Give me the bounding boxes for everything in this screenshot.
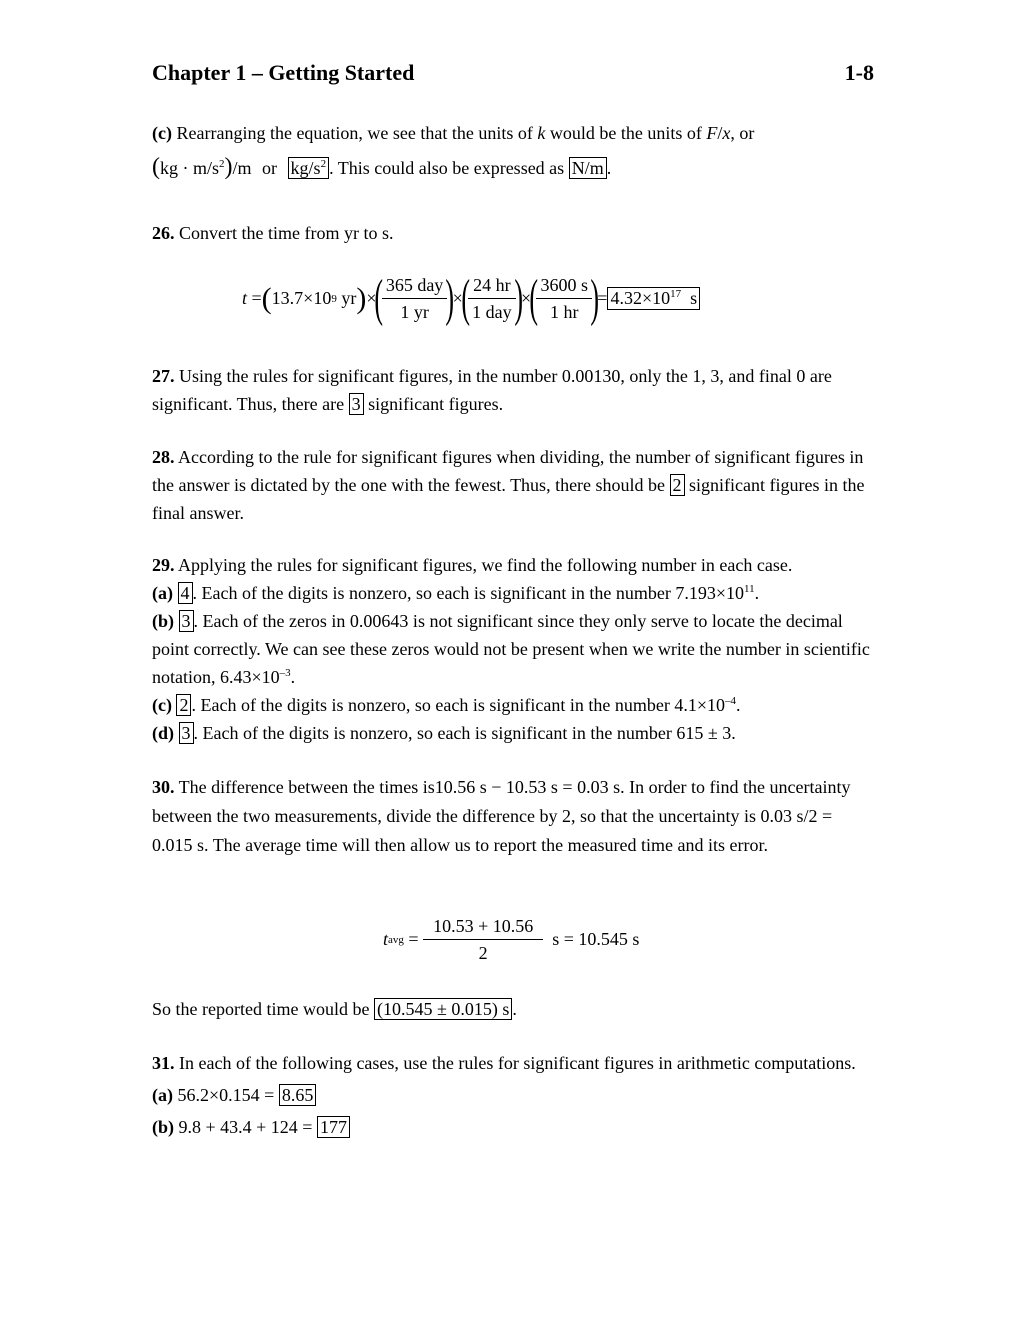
conversion-factor: $\frac{3600 s}{1 hr}$ (536, 272, 592, 325)
problem-28: 28. According to the rule for significant figures when dividing, the number of significant figures in the answer is dictated by the one with the fewest. Thus, there should be 2 significant figures in the final answer. (152, 447, 865, 523)
uncertainty-expression: 0.03 s/2 = 0.015 s (152, 806, 833, 855)
problem-30-report: So the reported time would be (10.545 ± 0.015) s . (152, 999, 517, 1019)
difference-expression: 10.56 s − 10.53 s = 0.03 s (434, 777, 621, 797)
problem-25c-line2: $(kg \cdot m/s^2)/m$ or $kg/s^2$ . This could also be expressed as N/m . (152, 154, 612, 180)
problem-29d: (d) 3 . Each of the digits is nonzero, so each is significant in the number 615 ± 3. (152, 723, 736, 743)
problem-25c (152, 119, 872, 182)
conversion-factor: $\frac{24 hr}{\text{1 day}}$ (468, 272, 516, 325)
time-conversion-equation: t = ( 13.7×10 9 yr ) × ( $\frac{\text{365 day}}{1 yr}$ ) × ( $\frac{24 hr}{\text{1 day}}$ ) × ( $\frac{3600 s}{1 hr}$ ) = $4.32\times 10^{17}$ s (242, 272, 700, 325)
average-fraction: $\frac{10.53 + 10.56}{2}$ (423, 913, 543, 966)
problem-30: 30. The difference between the times is10.56 s − 10.53 s = 0.03 s. In order to find the uncertainty between the two measurements, divide the difference by 2, so that the uncertainty is 0.03 s/2 = 0.015 s. The average time will then allow us to report the measured time and its error. (152, 777, 851, 855)
problem-29a: (a) 4 . Each of the digits is nonzero, so each is significant in the number $7.193\times 10^{11}$. (152, 583, 760, 603)
problem-26: 26. Convert the time from yr to s. (152, 223, 394, 243)
answer-box: 3 (349, 393, 364, 415)
answer-box: N/m (569, 157, 607, 179)
answer-box: 2 (176, 694, 191, 716)
answer-box: 3 (179, 722, 194, 744)
conversion-factor: $\frac{\text{365 day}}{1 yr}$ (382, 272, 448, 325)
problem-29: 29. Applying the rules for significant figures, we find the following number in each case. (a) 4 . Each of the digits is nonzero, so each is significant in the number $7.193\times 10^{11}$. (b) 3 . Each of the zeros in 0.00643 is not significant since they only serve to locate the decimal point correctly. We can see these zeros would not be present when we write the number in scientific notation, $6.43\times 10^{-3}$. (c) 2 . Each of the digits is nonzero, so each is significant in the number $4.1\times 10^{-4}$. (d) 3 . Each of the digits is nonzero, so each is significant in the number 615 ± 3. (152, 551, 872, 747)
problem-25c-line1: (c) Rearranging the equation, we see that the units of k would be the units of F/x, or (152, 123, 755, 143)
answer-box: (10.545 ± 0.015) s (374, 998, 512, 1020)
answer-box: 2 (670, 474, 685, 496)
answer-box: $4.32\times 10^{17}$ s (607, 287, 700, 310)
problem-29c: (c) 2 . Each of the digits is nonzero, so each is significant in the number $4.1\times 10^{-4}$. (152, 695, 741, 715)
problem-31b: (b) 9.8 + 43.4 + 124 = 177 (152, 1113, 872, 1141)
answer-box: 177 (317, 1116, 350, 1138)
unit-expression: kg · m/s (160, 158, 220, 178)
answer-box: $kg/s^2$ (288, 157, 330, 179)
chapter-title: Chapter 1 – Getting Started (152, 60, 415, 85)
problem-31a: (a) 56.2×0.154 = 8.65 (152, 1081, 872, 1109)
answer-box: 3 (179, 610, 194, 632)
page-number: 1-8 (844, 60, 874, 85)
average-time-equation: t avg = $\frac{10.53 + 10.56}{2}$ s = 10.545 s (383, 913, 639, 966)
answer-box: 8.65 (279, 1084, 317, 1106)
problem-29b: (b) 3 . Each of the zeros in 0.00643 is not significant since they only serve to locate the decimal point correctly. We can see these zeros would not be present when we write the number in scientific notation, $6.43\times 10^{-3}$. (152, 611, 870, 687)
problem-27: 27. Using the rules for significant figures, in the number 0.00130, only the 1, 3, and final 0 are significant. Thus, there are 3 significant figures. (152, 366, 832, 414)
answer-box: 4 (178, 582, 193, 604)
problem-31: 31. In each of the following cases, use the rules for significant figures in arithmetic computations. (a) 56.2×0.154 = 8.65 (b) 9.8 + 43.4 + 124 = 177 (152, 1049, 872, 1141)
